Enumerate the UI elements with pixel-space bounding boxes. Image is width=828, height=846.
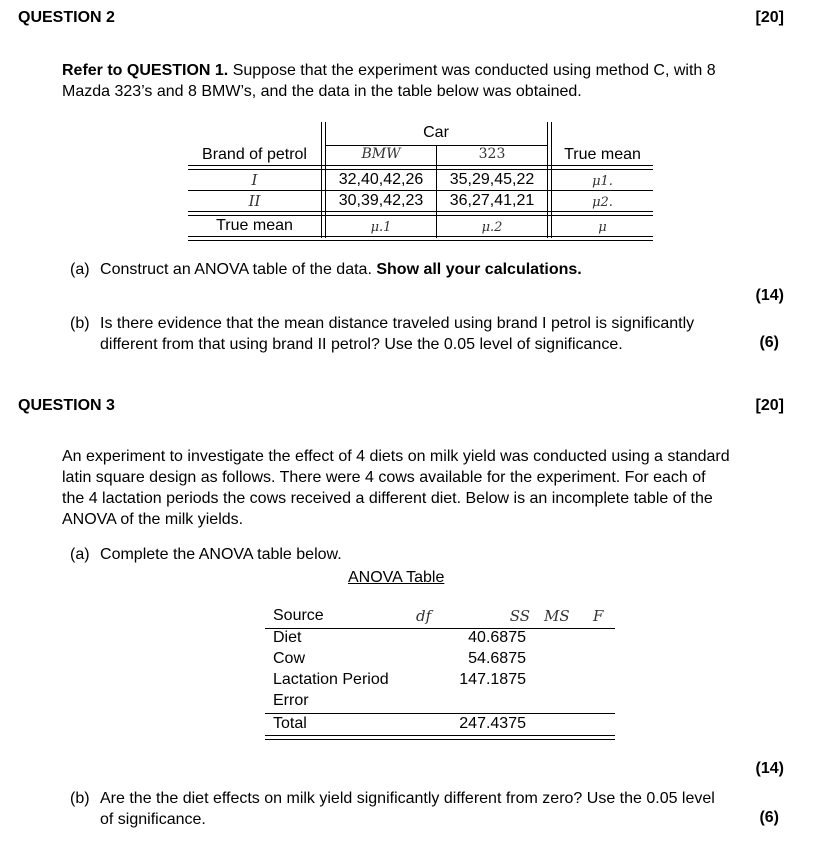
q3-part-a-marks: (14) (755, 760, 784, 777)
anova-row-source: Cow (273, 650, 306, 667)
q3-part-b-line-1: Are the the diet effects on milk yield significantly different from zero? Use the 0.05 level (100, 790, 715, 807)
row-label-i: I (251, 171, 258, 189)
anova-total-ss: 247.4375 (459, 715, 526, 732)
intro-line-2: Mazda 323’s and 8 BMW’s, and the data in the table below was obtained. (62, 83, 582, 100)
q3-intro-line-4: ANOVA of the milk yields. (62, 511, 244, 528)
anova-row-ss: 147.1875 (459, 671, 526, 688)
q3-part-b-marks: (6) (759, 809, 779, 826)
q2-part-b-line-2: different from that using brand II petrol? Use the 0.05 level of significance. (100, 336, 623, 353)
q3-part-b-line-2: of significance. (100, 811, 206, 828)
row-label-ii: II (248, 192, 261, 210)
anova-header-ms: MS (544, 607, 570, 625)
anova-total-source: Total (273, 715, 307, 732)
anova-header-source: Source (273, 607, 324, 624)
row-i-true-mean: μ1. (592, 174, 613, 189)
q3-intro-line-1: An experiment to investigate the effect of 4 diets on milk yield was conducted using a standard (62, 448, 730, 465)
brand-of-petrol-header: Brand of petrol (202, 146, 307, 163)
q2-part-a-bold: Show all your calculations. (376, 261, 582, 278)
q3-intro-line-3: the 4 lactation periods the cows received a different diet. Below is an incomplete table of the (62, 490, 713, 507)
question-2-title: QUESTION 2 (18, 9, 115, 26)
row-ii-bmw-data: 30,39,42,23 (338, 192, 424, 209)
anova-header-df: df (416, 607, 432, 625)
q3-part-a-text: Complete the ANOVA table below. (100, 546, 342, 563)
question-2-marks: [20] (755, 9, 784, 26)
anova-row-source: Error (273, 692, 309, 709)
q2-part-b-marks: (6) (759, 334, 779, 351)
anova-header-f: F (593, 607, 604, 625)
row-ii-true-mean: μ2. (592, 195, 613, 210)
q2-part-a-marks: (14) (755, 287, 784, 304)
323-column-header: 323 (478, 146, 506, 162)
q2-part-a-text: Construct an ANOVA table of the data. (100, 261, 372, 278)
car-header: Car (423, 124, 449, 141)
q3-part-a-label: (a) (70, 546, 90, 563)
q2-part-a-label: (a) (70, 261, 90, 278)
anova-row-ss: 40.6875 (468, 629, 526, 646)
q3-part-b-label: (b) (70, 790, 90, 807)
q2-part-b-line-1: Is there evidence that the mean distance traveled using brand I petrol is significantly (100, 315, 695, 332)
row-i-bmw-data: 32,40,42,26 (338, 171, 424, 188)
anova-table-title: ANOVA Table (348, 569, 445, 586)
anova-row-source: Diet (273, 629, 302, 646)
row-ii-323-data: 36,27,41,21 (449, 192, 535, 209)
q3-intro-line-2: latin square design as follows. There were 4 cows available for the experiment. For each of (62, 469, 706, 486)
intro-bold: Refer to QUESTION 1. (62, 62, 229, 79)
bmw-true-mean: μ.1 (370, 220, 392, 235)
question-3-title: QUESTION 3 (18, 397, 115, 414)
anova-row-ss: 54.6875 (468, 650, 526, 667)
anova-header-ss: SS (509, 607, 530, 625)
intro-line-1: Suppose that the experiment was conducted using method C, with 8 (228, 62, 716, 79)
q2-part-b-label: (b) (70, 315, 90, 332)
true-mean-row-label: True mean (216, 217, 293, 234)
bmw-column-header: BMW (361, 146, 401, 162)
anova-row-source: Lactation Period (273, 671, 389, 688)
323-true-mean: μ.2 (481, 220, 503, 235)
grand-true-mean: μ (598, 220, 607, 235)
true-mean-column-header: True mean (564, 146, 641, 163)
q3-part-b-text (100, 788, 800, 830)
question-3-marks: [20] (755, 397, 784, 414)
row-i-323-data: 35,29,45,22 (449, 171, 535, 188)
